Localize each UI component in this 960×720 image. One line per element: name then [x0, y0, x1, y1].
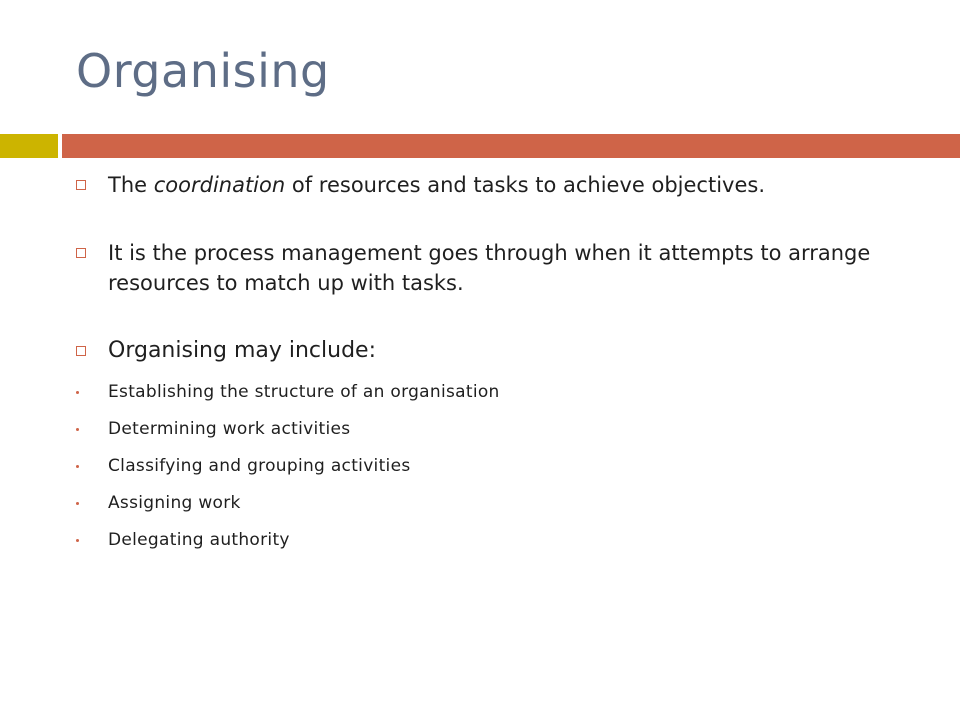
sub-bullet-text: Determining work activities [108, 419, 351, 439]
dot-bullet-icon [76, 465, 79, 468]
bullet-point-3 [72, 336, 932, 366]
bullet-point-1 [72, 170, 932, 200]
sub-bullet-text: Delegating authority [108, 530, 290, 550]
sub-bullet-text: Establishing the structure of an organisation [108, 382, 500, 402]
square-bullet-icon [76, 180, 86, 190]
dot-bullet-icon [76, 391, 79, 394]
sub-bullet-item [72, 411, 932, 448]
bullet-text: It is the process management goes through when it attempts to arrange resources to match up with tasks. [108, 241, 871, 295]
dot-bullet-icon [76, 428, 79, 431]
sub-bullet-item [72, 485, 932, 522]
accent-bar-right [62, 134, 960, 158]
bullet-text-before: The [108, 173, 154, 197]
sub-bullet-item [72, 448, 932, 485]
square-bullet-icon [76, 248, 86, 258]
dot-bullet-icon [76, 539, 79, 542]
sub-bullet-item [72, 374, 932, 411]
slide-title: Organising [76, 44, 330, 98]
bullet-text-emphasis: coordination [153, 173, 286, 197]
bullet-list [72, 170, 932, 559]
bullet-point-2 [72, 238, 932, 298]
dot-bullet-icon [76, 502, 79, 505]
sub-bullet-item [72, 522, 932, 559]
accent-bar-left [0, 134, 58, 158]
bullet-text-after: of resources and tasks to achieve objectives. [285, 173, 765, 197]
square-bullet-icon [76, 346, 86, 356]
sub-bullet-text: Assigning work [108, 493, 241, 513]
sub-bullet-text: Classifying and grouping activities [108, 456, 411, 476]
bullet-text: Organising may include: [108, 338, 376, 363]
